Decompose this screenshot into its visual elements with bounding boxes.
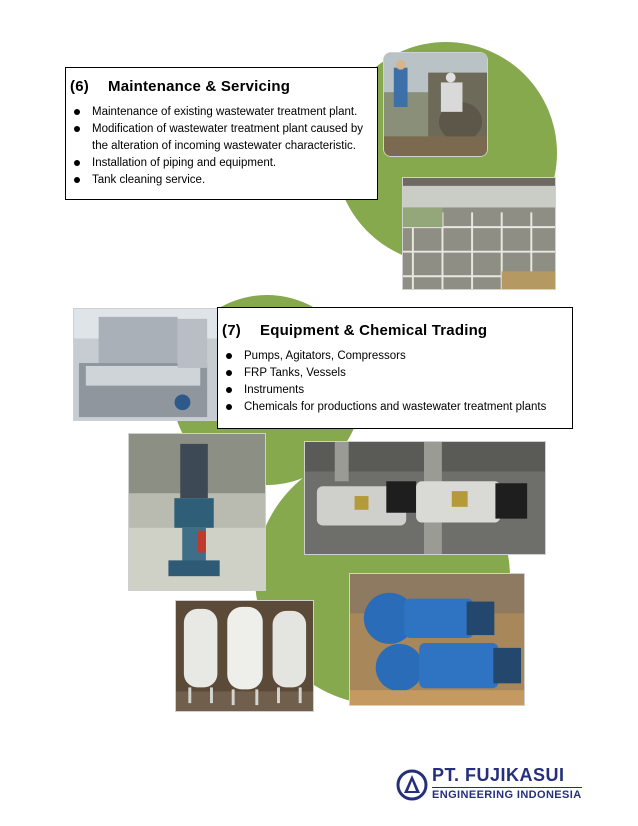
photo-blue-pumps xyxy=(349,573,525,706)
list-item: FRP Tanks, Vessels xyxy=(222,365,568,382)
list-item: Chemicals for productions and wastewater treatment plants xyxy=(222,399,568,416)
section-6-number: (6) xyxy=(70,78,89,95)
section-6-list xyxy=(70,104,371,189)
section-equipment-chemical-trading xyxy=(217,307,573,429)
photo-grey-tank xyxy=(73,308,219,421)
logo-company-name: PT. FUJIKASUI xyxy=(432,765,565,785)
logo-subtitle: ENGINEERING INDONESIA xyxy=(432,789,582,801)
section-maintenance-servicing xyxy=(65,67,378,200)
list-item: Modification of wastewater treatment plant caused by the alteration of incoming wastewater characteristic. xyxy=(70,121,371,155)
photo-white-vessels xyxy=(175,600,314,712)
logo-emblem-icon xyxy=(396,769,428,801)
photo-agitator xyxy=(128,433,266,591)
company-logo xyxy=(396,767,586,807)
list-item: Tank cleaning service. xyxy=(70,172,371,189)
list-item: Pumps, Agitators, Compressors xyxy=(222,348,568,365)
section-7-heading xyxy=(222,322,568,339)
section-6-title: Maintenance & Servicing xyxy=(108,78,291,95)
section-7-number: (7) xyxy=(222,322,241,339)
photo-workers-maintenance xyxy=(383,52,488,157)
list-item: Maintenance of existing wastewater treatment plant. xyxy=(70,104,371,121)
list-item: Installation of piping and equipment. xyxy=(70,155,371,172)
section-6-heading xyxy=(70,78,371,95)
photo-treatment-tanks xyxy=(402,177,556,290)
section-7-title: Equipment & Chemical Trading xyxy=(260,322,488,339)
section-7-list xyxy=(222,348,568,416)
list-item: Instruments xyxy=(222,382,568,399)
photo-valve-actuators xyxy=(304,441,546,555)
